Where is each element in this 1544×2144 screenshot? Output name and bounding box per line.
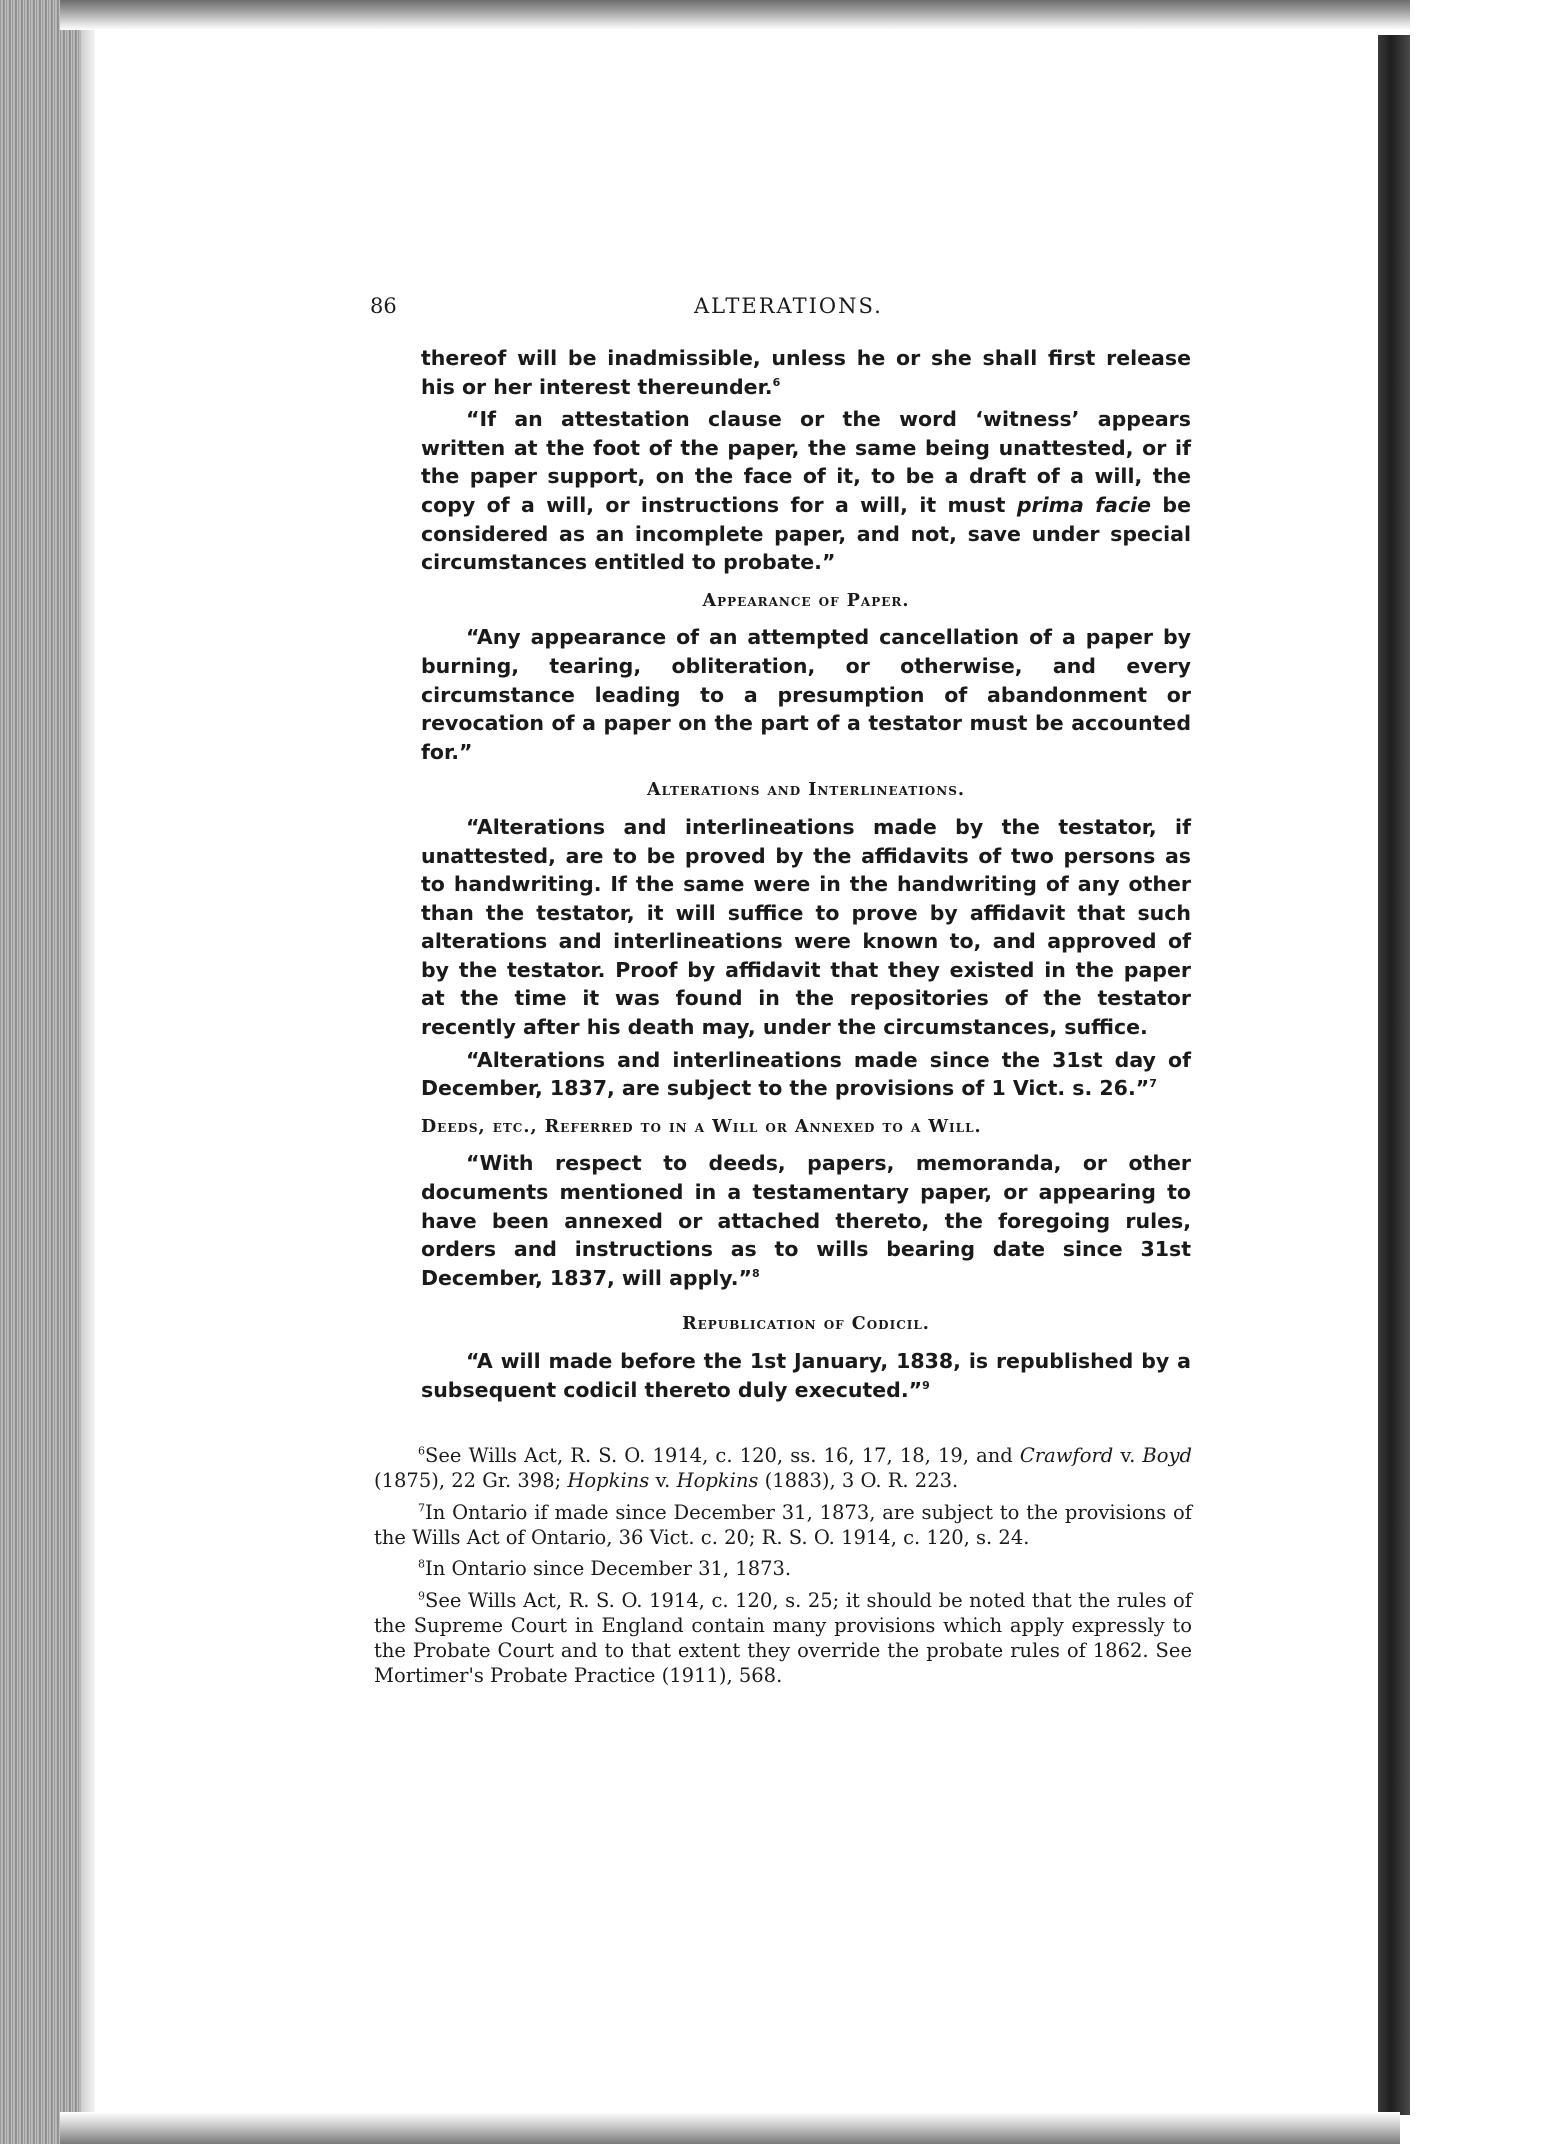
footnote-ref-8: 8 [752,1266,760,1280]
book-page-edge-bottom [60,2112,1400,2144]
paragraph-6-text: “With respect to deeds, papers, memoranda, or other documents mentioned in a testamentary paper, or appearing to have been annexed or attached thereto, the foregoing rules, orders and instructions as to wills bearing date since 31st December, 1837, will apply.” [421,1151,1191,1290]
footnote-mark-7: 7 [418,1501,425,1515]
footnote-9-text: See Wills Act, R. S. O. 1914, c. 120, s. 25; it should be noted that the rules of the Supreme Court in England contain many provisions which apply expressly to the Probate Court and to that extent they override the probate rules of 1862. See Mortimer's Probate Practice (1911), 568. [374,1589,1192,1687]
paragraph-2-italic: prima facie [1016,492,1152,517]
paragraph-6 [421,1149,1191,1292]
footnote-mark-8: 8 [418,1557,425,1571]
section-heading-alterations: Alterations and Interlineations. [647,780,965,801]
paragraph-7-text: “A will made before the 1st January, 1838, is republished by a subsequent codicil thereto duly executed.” [421,1349,1191,1402]
footnote-6-text: v. [649,1468,677,1492]
paragraph-7 [421,1347,1191,1404]
book-page [372,294,1192,1695]
footnote-8-text: In Ontario since December 31, 1873. [425,1557,792,1581]
footnote-8 [374,1557,1192,1582]
footnote-6-text: v. [1113,1444,1143,1468]
case-name: Hopkins [567,1468,650,1492]
paragraph-3: “Any appearance of an attempted cancellation of a paper by burning, tearing, obliteration, or otherwise, and every circumstance leading to a presumption of abandonment or revocation of a paper on the part of a testator must be accounted for.” [421,625,1191,764]
paragraph-1-text: thereof will be inadmissible, unless he or she shall first release his or her interest thereunder. [421,346,1191,399]
footnotes [374,1444,1192,1688]
footnote-ref-6: 6 [772,375,781,389]
footnote-mark-9: 9 [418,1589,425,1603]
footnote-7-text: In Ontario if made since December 31, 1873, are subject to the provisions of the Wills Act of Ontario, 36 Vict. c. 20; R. S. O. 1914, c. 120, s. 24. [374,1500,1192,1549]
footnote-7 [374,1501,1192,1551]
section-heading-republication: Republication of Codicil. [682,1314,930,1335]
footnote-mark-6: 6 [418,1444,425,1458]
case-name: Crawford [1019,1444,1114,1468]
footnote-9 [374,1589,1192,1688]
paragraph-5-text: “Alterations and interlineations made since the 31st day of December, 1837, are subject to the provisions of 1 Vict. s. 26.” [421,1047,1191,1101]
page-number: 86 [370,294,397,318]
section-heading-deeds: Deeds, etc., Referred to in a Will or Annexed to a Will. [421,1116,982,1137]
body-text [421,344,1191,1404]
paragraph-2 [421,405,1191,577]
footnote-ref-7: 7 [1149,1077,1157,1091]
running-head [372,294,1192,328]
scan-background [1410,0,1544,2144]
book-gutter-shadow [1378,35,1410,2115]
section-heading-appearance: Appearance of Paper. [702,590,910,611]
paragraph-1 [421,344,1191,401]
paragraph-5 [421,1046,1191,1103]
footnote-6-text: See Wills Act, R. S. O. 1914, c. 120, ss. 16, 17, 18, 19, and [425,1444,1020,1468]
paragraph-4: “Alterations and interlineations made by the testator, if unattested, are to be proved by the affidavits of two persons as to handwriting. If the same were in the handwriting of any other than the testator, it will suffice to prove by affidavit that such alterations and interlineations were known to, and approved of by the testator. Proof by affidavit that they existed in the paper at the time it was found in the repositories of the testator recently after his death may, under the circumstances, suffice. [421,814,1191,1040]
paragraph-2-text-b: be considered as an incomplete paper, and not, save under special circumstances entitled to probate.” [421,492,1192,575]
paragraph-2-text-a: “If an attestation clause or the word ‘witness’ appears written at the foot of the paper, the same being unattested, or if the paper support, on the face of it, to be a draft of a will, the copy of a will, or instructions for a will, it must [421,407,1191,517]
footnote-ref-9: 9 [922,1378,930,1392]
footnote-6-text: (1883), 3 O. R. 223. [758,1468,959,1492]
running-title: ALTERATIONS. [694,294,883,318]
footnote-6 [374,1444,1192,1494]
case-name: Hopkins [676,1468,759,1492]
book-page-edge-top [60,0,1484,30]
footnote-6-text: (1875), 22 Gr. 398; [374,1468,568,1492]
case-name: Boyd [1142,1444,1192,1468]
book-page-edge-left [0,0,95,2144]
